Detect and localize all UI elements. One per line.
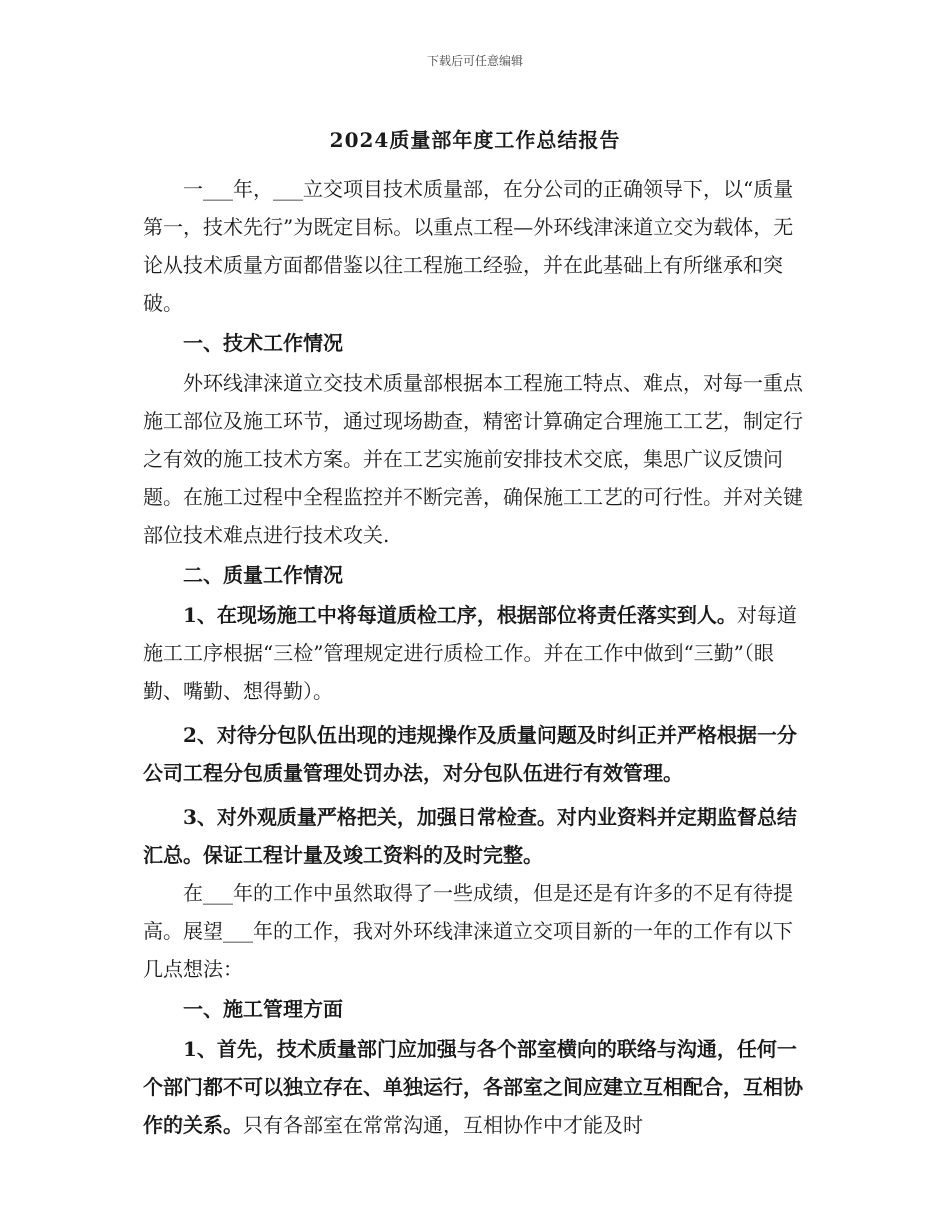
quality-item-1 [143,596,811,710]
section-heading-management: 一、施工管理方面 [183,997,343,1021]
section-heading-quality: 二、质量工作情况 [183,563,343,587]
page-header: 下载后可任意编辑 [426,54,523,68]
intro-paragraph: 一___年，___立交项目技术质量部，在分公司的正确领导下，以“质量第一，技术先行”为既定目标。以重点工程—外环线津涞道立交为载体，无论从技术质量方面都借鉴以往工程施工经验，并在此基础上有所继承和突破。 [143,177,794,315]
quality-item-1-rest: 对每道施工工序根据“三检”管理规定进行质检工作。并在工作中做到“三勤”（眼勤、嘴勤、想得勤）。 [143,603,797,703]
document-title: 2024质量部年度工作总结报告 [329,128,621,152]
management-item-1 [143,1030,811,1144]
outlook-paragraph: 在___年的工作中虽然取得了一些成绩，但是还是有许多的不足有待提高。展望___年的工作，我对外环线津涞道立交项目新的一年的工作有以下几点想法： [143,881,793,981]
document-body [143,170,811,1144]
section-heading-tech: 一、技术工作情况 [183,331,343,355]
quality-item-2: 2、对待分包队伍出现的违规操作及质量问题及时纠正并严格根据一分公司工程分包质量管理处罚办法，对分包队伍进行有效管理。 [143,723,797,785]
quality-item-1-lead: 1、在现场施工中将每道质检工序，根据部位将责任落实到人。 [183,603,737,627]
management-item-1-rest: 只有各部室在常常沟通，互相协作中才能及时 [243,1113,643,1137]
tech-paragraph: 外环线津涞道立交技术质量部根据本工程施工特点、难点，对每一重点施工部位及施工环节，通过现场勘查，精密计算确定合理施工工艺，制定行之有效的施工技术方案。并在工艺实施前安排技术交底，集思广议反馈问题。在施工过程中全程监控并不断完善，确保施工工艺的可行性。并对关键部位技术难点进行技术攻关. [143,371,803,547]
quality-item-3: 3、对外观质量严格把关，加强日常检查。对内业资料并定期监督总结汇总。保证工程计量及竣工资料的及时完整。 [143,805,797,867]
management-item-1-lead: 1、首先，技术质量部门应加强与各个部室横向的联络与沟通，任何一个部门都不可以独立存在、单独运行，各部室之间应建立互相配合，互相协作的关系。 [143,1037,803,1137]
